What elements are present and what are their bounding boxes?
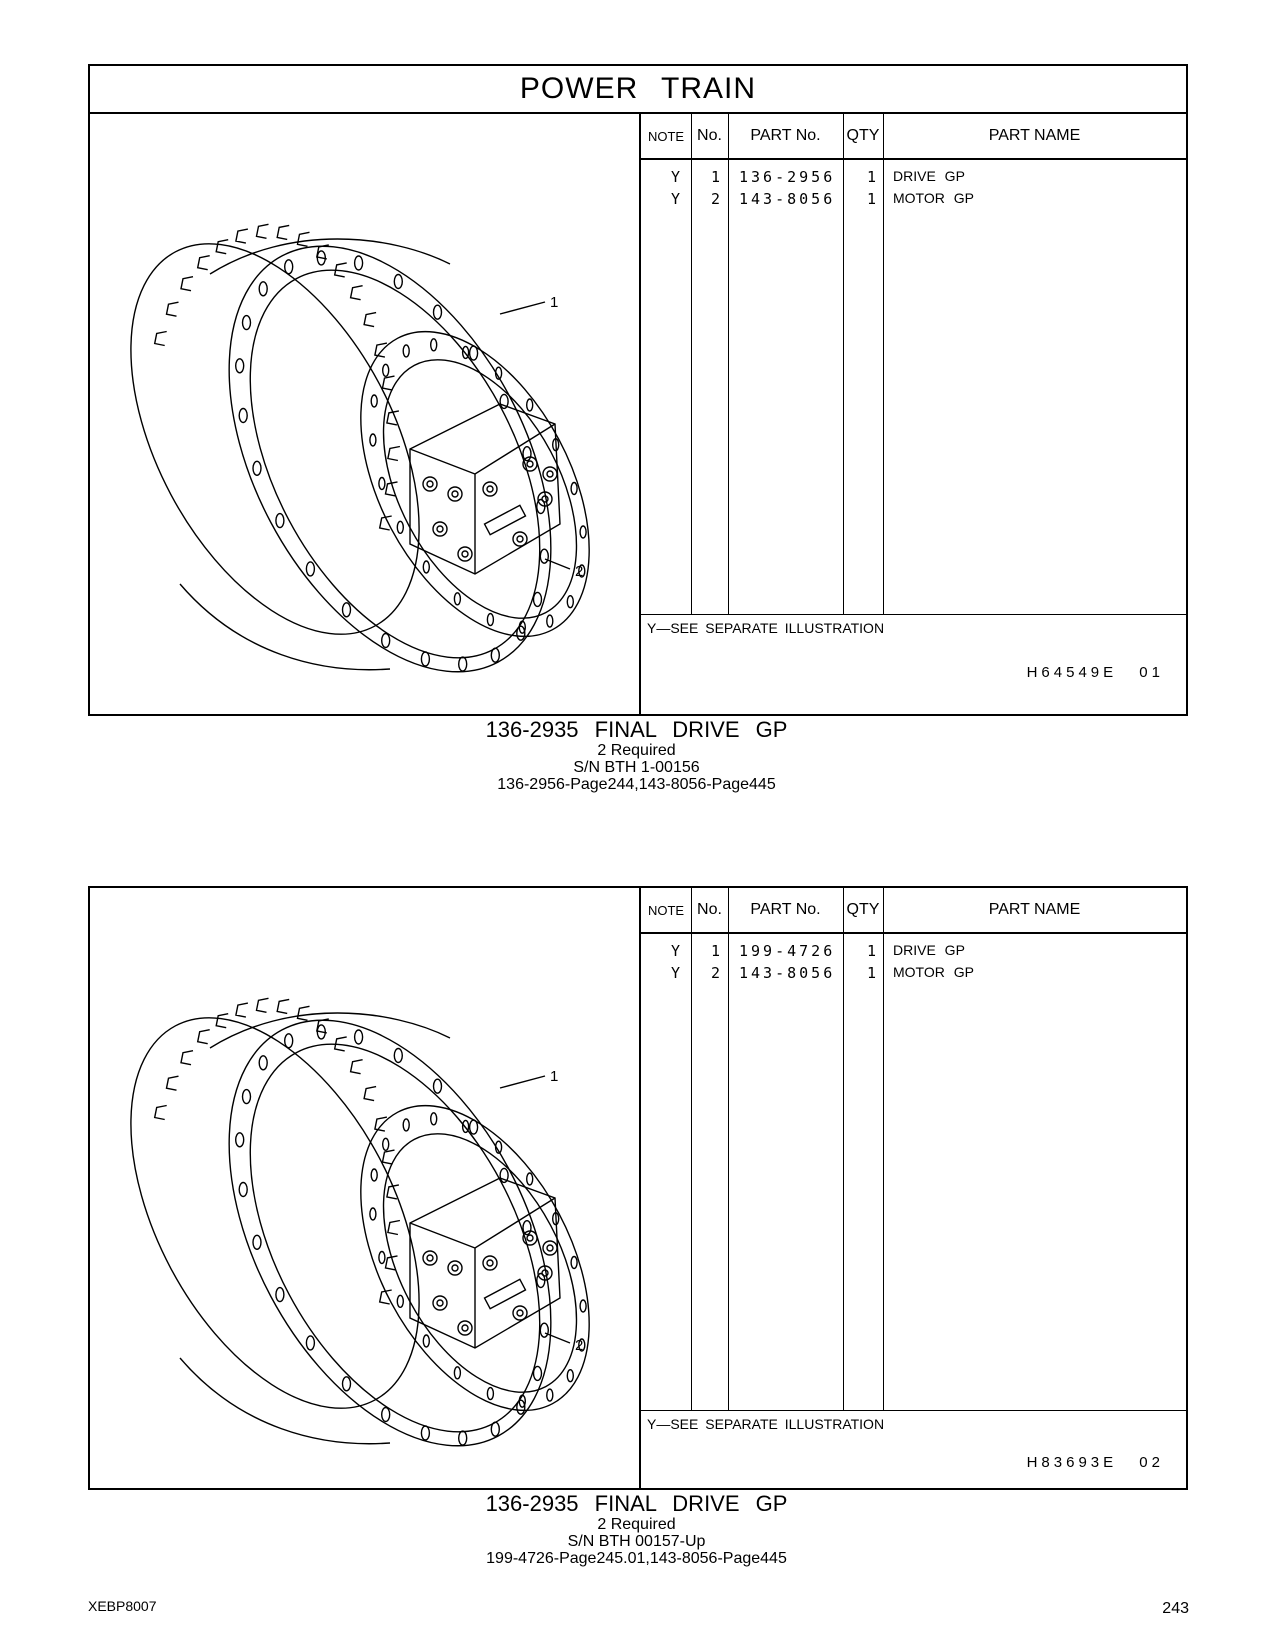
caption-pages: 136-2956-Page244,143-8056-Page445	[497, 776, 776, 793]
bolt-hole	[243, 1090, 251, 1104]
bolt-hole	[403, 1119, 409, 1131]
header-part-name: PART NAME	[988, 901, 1081, 918]
hex-bolt	[448, 487, 462, 501]
bolt-hole	[243, 316, 251, 330]
caption-serial: S/N BTH 00157-Up	[567, 1533, 706, 1550]
row-qty: 1	[867, 942, 877, 960]
bolt-hole	[534, 592, 542, 606]
bolt-hole	[547, 1389, 553, 1401]
hex-bolt	[513, 1306, 527, 1320]
bolt-hole	[454, 1367, 460, 1379]
group-caption-2	[0, 1492, 1273, 1567]
callout-label-2: 2	[575, 1337, 584, 1354]
bolt-hole	[487, 614, 493, 626]
table-row	[641, 964, 1186, 986]
hex-bolt-center	[487, 1260, 493, 1266]
bolt-hole	[285, 260, 293, 274]
callout-leader-2	[545, 559, 570, 569]
callout-label-1: 1	[550, 294, 559, 311]
bolt-hole	[431, 339, 437, 351]
bolt-hole	[434, 305, 442, 319]
bolt-hole	[421, 652, 429, 666]
bolt-hole	[523, 1221, 531, 1235]
hex-bolt	[458, 547, 472, 561]
bolt-hole	[253, 1235, 261, 1249]
hex-bolt	[423, 477, 437, 491]
name-plate	[485, 505, 526, 534]
bolt-hole	[383, 364, 389, 376]
header-qty: QTY	[846, 901, 880, 918]
bolt-hole	[306, 1336, 314, 1350]
header-qty: QTY	[846, 127, 880, 144]
bolt-hole	[491, 648, 499, 662]
hex-bolt	[483, 1256, 497, 1270]
hex-bolt	[543, 467, 557, 481]
name-plate	[485, 1279, 526, 1308]
bolt-hole	[403, 345, 409, 357]
motor-edges	[410, 1198, 555, 1348]
row-part-no: 136-2956	[739, 168, 836, 186]
illustration-code: H64549E 01	[1026, 664, 1164, 681]
row-part-name: DRIVE GP	[893, 942, 965, 958]
row-part-no: 143-8056	[739, 190, 836, 208]
bolt-hole	[580, 526, 586, 538]
bolt-hole	[343, 1377, 351, 1391]
bolt-hole	[355, 256, 363, 270]
bolt-hole	[540, 1323, 548, 1337]
bolt-hole	[523, 447, 531, 461]
header-part-no: PART No.	[750, 901, 821, 918]
final-drive-illustration-2	[90, 888, 639, 1488]
bolt-hole	[580, 1300, 586, 1312]
bolt-hole	[371, 1169, 377, 1181]
parts-table-1	[639, 114, 1186, 714]
bolt-hole	[397, 1295, 403, 1307]
callout-label-2: 2	[575, 563, 584, 580]
bolt-hole	[379, 1252, 385, 1264]
hex-bolt-center	[452, 491, 458, 497]
bolt-hole	[259, 282, 267, 296]
bolt-hole	[534, 1366, 542, 1380]
group-caption-1	[0, 718, 1273, 793]
hex-bolt-center	[527, 1235, 533, 1241]
caption-title: 136-2935 FINAL DRIVE GP	[485, 717, 788, 742]
hex-bolt-center	[517, 536, 523, 542]
bolt-hole	[394, 1049, 402, 1063]
callout-label-1: 1	[550, 1068, 559, 1085]
parts-table-2	[639, 888, 1186, 1488]
hex-bolt	[513, 532, 527, 546]
bolt-hole	[527, 399, 533, 411]
bolt-hole	[379, 478, 385, 490]
caption-required: 2 Required	[597, 1516, 676, 1533]
bolt-hole	[382, 634, 390, 648]
hex-bolt-center	[437, 526, 443, 532]
bolt-hole	[540, 549, 548, 563]
hex-bolt-center	[462, 551, 468, 557]
hex-bolt-center	[437, 1300, 443, 1306]
hex-bolt	[433, 522, 447, 536]
parts-box-1	[88, 64, 1188, 716]
bolt-hole	[259, 1056, 267, 1070]
bolt-hole	[276, 1288, 284, 1302]
table-row	[641, 942, 1186, 964]
caption-pages: 199-4726-Page245.01,143-8056-Page445	[486, 1550, 787, 1567]
header-note: NOTE	[647, 902, 685, 918]
header-part-no: PART No.	[750, 127, 821, 144]
bolt-hole	[431, 1113, 437, 1125]
bolt-hole	[370, 434, 376, 446]
bolt-hole	[397, 521, 403, 533]
page-number: 243	[1162, 1600, 1189, 1617]
hex-bolt	[423, 1251, 437, 1265]
caption-serial: S/N BTH 1-00156	[573, 759, 700, 776]
bolt-hole	[547, 615, 553, 627]
row-qty: 1	[867, 190, 877, 208]
hex-bolt-center	[462, 1325, 468, 1331]
bolt-hole	[571, 1257, 577, 1269]
row-qty: 1	[867, 168, 877, 186]
row-part-name: DRIVE GP	[893, 168, 965, 184]
table-row	[641, 190, 1186, 212]
hex-bolt	[433, 1296, 447, 1310]
bolt-hole	[253, 461, 261, 475]
bolt-hole	[571, 483, 577, 495]
row-part-no: 143-8056	[739, 964, 836, 982]
bolt-hole	[434, 1079, 442, 1093]
bolt-hole	[383, 1138, 389, 1150]
hex-bolt-center	[487, 486, 493, 492]
table-footer-divider	[641, 614, 1186, 615]
bolt-hole	[343, 603, 351, 617]
row-part-name: MOTOR GP	[893, 190, 974, 206]
bolt-hole	[394, 275, 402, 289]
header-no: No.	[697, 127, 722, 144]
header-no: No.	[697, 901, 722, 918]
hex-bolt-center	[527, 461, 533, 467]
motor-edges	[410, 424, 555, 574]
bolt-hole	[421, 1426, 429, 1440]
callout-leader-2	[545, 1333, 570, 1343]
row-number: 2	[711, 964, 721, 982]
bolt-hole	[567, 1370, 573, 1382]
row-part-name: MOTOR GP	[893, 964, 974, 980]
hex-bolt-center	[547, 1245, 553, 1251]
hex-bolt-center	[427, 1255, 433, 1261]
bolt-hole	[355, 1030, 363, 1044]
bolt-hole	[459, 657, 467, 671]
document-code: XEBP8007	[88, 1598, 157, 1614]
bolt-hole	[423, 561, 429, 573]
bolt-hole	[276, 514, 284, 528]
row-part-no: 199-4726	[739, 942, 836, 960]
section-title: POWER TRAIN	[90, 66, 1186, 114]
hex-bolt-center	[517, 1310, 523, 1316]
caption-required: 2 Required	[597, 742, 676, 759]
table-footer-divider	[641, 1410, 1186, 1411]
row-note: Y	[671, 942, 681, 960]
parts-box-2	[88, 886, 1188, 1490]
row-note: Y	[671, 190, 681, 208]
bolt-hole	[487, 1388, 493, 1400]
bolt-hole	[239, 409, 247, 423]
bolt-hole	[236, 359, 244, 373]
table-row	[641, 168, 1186, 190]
bolt-hole	[285, 1034, 293, 1048]
bolt-hole	[236, 1133, 244, 1147]
table-header	[641, 114, 1186, 160]
bolt-hole	[423, 1335, 429, 1347]
bolt-hole	[567, 596, 573, 608]
bolt-hole	[239, 1183, 247, 1197]
header-note: NOTE	[647, 128, 685, 144]
hex-bolt-center	[547, 471, 553, 477]
table-header	[641, 888, 1186, 934]
hex-bolt-center	[452, 1265, 458, 1271]
header-part-name: PART NAME	[988, 127, 1081, 144]
bolt-hole	[527, 1173, 533, 1185]
hex-bolt	[458, 1321, 472, 1335]
bolt-hole	[491, 1422, 499, 1436]
row-number: 1	[711, 168, 721, 186]
illustration-code: H83693E 02	[1026, 1454, 1164, 1471]
bolt-hole	[459, 1431, 467, 1445]
bolt-hole	[370, 1208, 376, 1220]
bolt-hole	[371, 395, 377, 407]
hex-bolt	[543, 1241, 557, 1255]
callout-leader-1	[500, 302, 545, 314]
bolt-hole	[454, 593, 460, 605]
caption-title: 136-2935 FINAL DRIVE GP	[485, 1491, 788, 1516]
hex-bolt	[448, 1261, 462, 1275]
hex-bolt-center	[427, 481, 433, 487]
callout-leader-1	[500, 1076, 545, 1088]
row-note: Y	[671, 964, 681, 982]
final-drive-illustration-1	[90, 114, 639, 714]
bolt-hole	[382, 1408, 390, 1422]
row-number: 1	[711, 942, 721, 960]
footnote: Y—SEE SEPARATE ILLUSTRATION	[647, 620, 885, 636]
footnote: Y—SEE SEPARATE ILLUSTRATION	[647, 1416, 885, 1432]
row-number: 2	[711, 190, 721, 208]
bolt-hole	[306, 562, 314, 576]
ring-gear-teeth	[155, 224, 400, 530]
row-qty: 1	[867, 964, 877, 982]
hex-bolt	[483, 482, 497, 496]
ring-gear-teeth	[155, 998, 400, 1304]
row-note: Y	[671, 168, 681, 186]
